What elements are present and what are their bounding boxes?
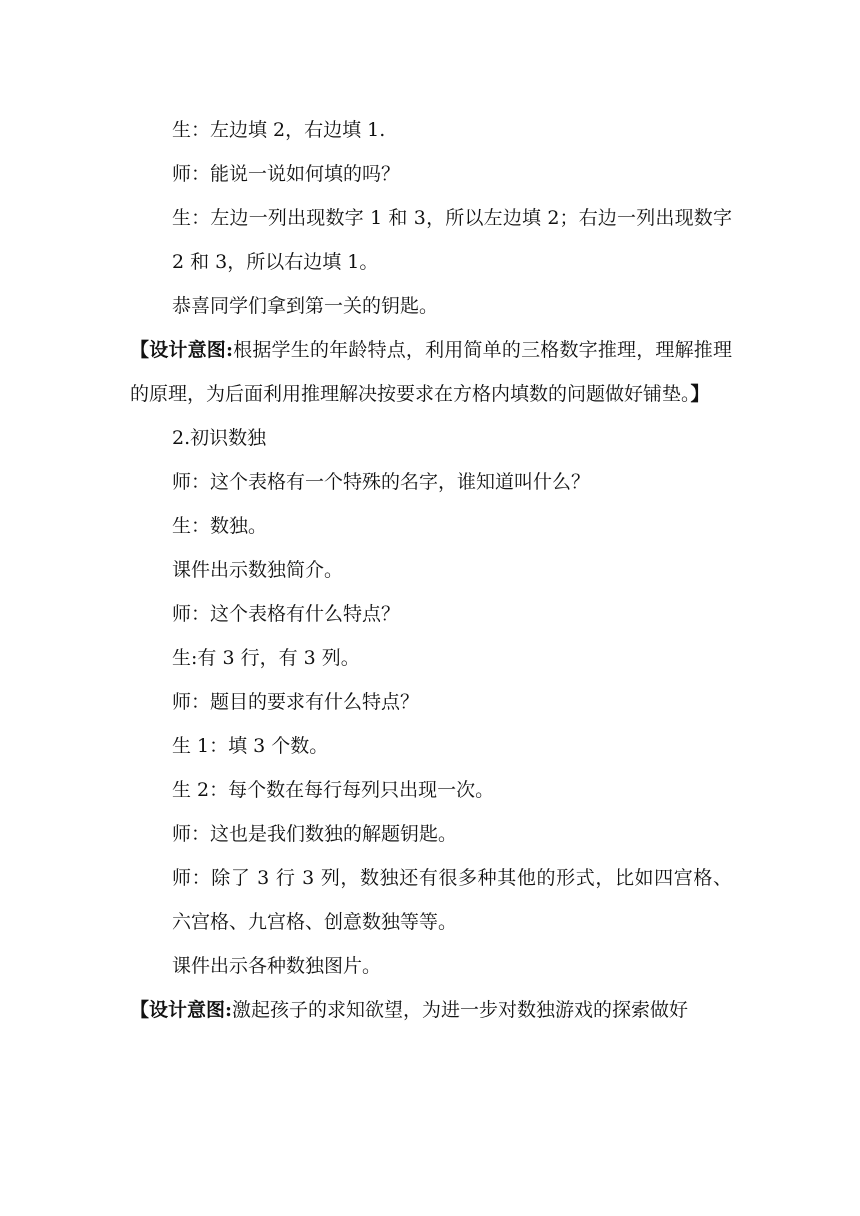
paragraph: 课件出示数独简介。 — [172, 559, 344, 581]
paragraph: 生 2：每个数在每行每列只出现一次。 — [172, 779, 495, 801]
section-heading: 2.初识数独 — [172, 427, 267, 449]
paragraph: 师：这个表格有什么特点？ — [172, 603, 401, 625]
paragraph: 恭喜同学们拿到第一关的钥匙。 — [172, 295, 439, 317]
design-intent-paragraph — [130, 328, 732, 416]
design-intent-end: 】 — [690, 383, 710, 405]
paragraph: 生：数独。 — [172, 515, 268, 537]
design-intent-paragraph — [130, 988, 732, 1032]
paragraph: 师：除了 3 行 3 列，数独还有很多种其他的形式，比如四宫格、六宫格、九宫格、创意数独等等。 — [172, 867, 732, 933]
design-intent-label: 【设计意图: — [130, 339, 233, 361]
document-page — [130, 108, 732, 1032]
paragraph: 生:有 3 行，有 3 列。 — [172, 647, 360, 669]
paragraph: 生 1：填 3 个数。 — [172, 735, 329, 757]
design-intent-label: 【设计意图: — [130, 999, 233, 1021]
paragraph: 师：这也是我们数独的解题钥匙。 — [172, 823, 458, 845]
design-intent-text: 根据学生的年龄特点，利用简单的三格数字推理，理解推理的原理，为后面利用推理解决按要求在方格内填数的问题做好铺垫。 — [130, 339, 732, 405]
paragraph: 课件出示各种数独图片。 — [172, 955, 382, 977]
paragraph: 生：左边一列出现数字 1 和 3，所以左边填 2；右边一列出现数字 2 和 3，所以右边填 1。 — [172, 207, 732, 273]
paragraph: 师：能说一说如何填的吗？ — [172, 163, 401, 185]
paragraph: 师：题目的要求有什么特点？ — [172, 691, 420, 713]
design-intent-text: 激起孩子的求知欲望，为进一步对数独游戏的探索做好 — [232, 999, 689, 1021]
paragraph: 生：左边填 2，右边填 1. — [172, 119, 386, 141]
paragraph: 师：这个表格有一个特殊的名字，谁知道叫什么？ — [172, 471, 591, 493]
